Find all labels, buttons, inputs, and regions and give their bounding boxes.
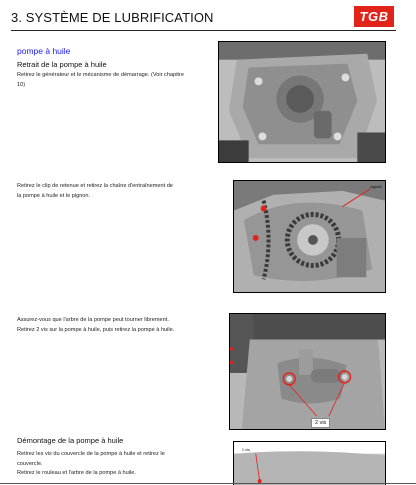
step-1-subheading: Retrait de la pompe à huile (17, 60, 107, 69)
header-divider (11, 30, 396, 31)
step-3-line-2: Retirez 2 vis sur la pompe à huile, puis retirez la pompe à huile. (17, 326, 175, 333)
brand-logo: TGB (354, 6, 394, 27)
step-1-line-1: Retirez le générateur et le mécanisme de démarrage. (Voir chapitre (17, 72, 184, 78)
section-title[interactable]: pompe à huile (17, 46, 71, 56)
step-4-text (17, 450, 192, 479)
step-2-photo (233, 180, 386, 293)
step-1-line-2: 10) (17, 81, 26, 88)
step-3-text (17, 316, 192, 335)
step-3-photo-label: 2 vis (311, 418, 330, 428)
step-2-line-2: la pompe à huile et le pignon. (17, 192, 91, 199)
step-4-line-2: couvercle. (17, 460, 43, 467)
step-3-photo (229, 313, 386, 430)
page-title: 3. SYSTÈME DE LUBRIFICATION (11, 10, 214, 25)
step-4-line-1: Retirez les vis du couvercle de la pompe à huile et retirez le (17, 451, 165, 457)
step-2-text (17, 182, 192, 201)
step-1-text (17, 71, 192, 90)
step-1-photo (218, 41, 386, 163)
step-3-line-1: Assurez-vous que l'arbre de la pompe peut tourner librement. (17, 317, 169, 323)
step-2-line-1: Retirez le clip de retenue et retirez la chaîne d'entraînement de (17, 183, 173, 189)
step-2-photo-label: Agrafe (370, 183, 382, 189)
step-4-photo (233, 441, 386, 485)
step-4-subheading: Démontage de la pompe à huile (17, 436, 124, 445)
step-4-line-3: Retirez le rouleau et l'arbre de la pompe à huile. (17, 470, 136, 476)
page-bottom-edge (0, 483, 416, 484)
step-4-photo-label: 1 vis (241, 446, 250, 452)
